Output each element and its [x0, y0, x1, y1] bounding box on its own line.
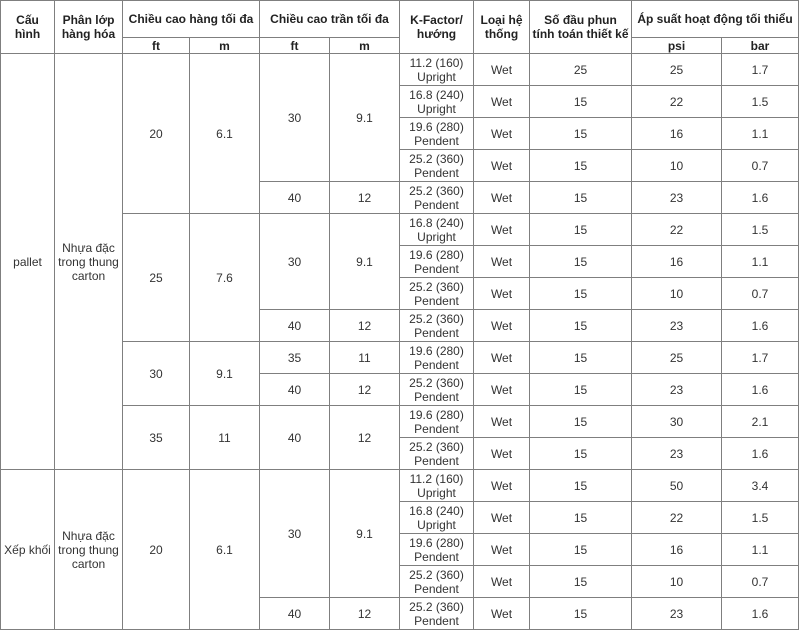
psi-cell: 10 [632, 150, 722, 182]
kfactor-value: 16.8 (240) [409, 503, 464, 518]
system-cell: Wet [474, 150, 530, 182]
psi-cell: 22 [632, 214, 722, 246]
bar-cell: 1.7 [722, 342, 799, 374]
bar-cell: 1.5 [722, 214, 799, 246]
heads-cell: 15 [530, 214, 632, 246]
system-cell: Wet [474, 54, 530, 86]
bar-cell: 1.6 [722, 598, 799, 630]
system-cell: Wet [474, 118, 530, 150]
bar-cell: 0.7 [722, 566, 799, 598]
kfactor-value: 25.2 (360) [409, 567, 464, 582]
header-heads: Số đầu phun tính toán thiết kế [530, 1, 632, 54]
kfactor-value: 16.8 (240) [409, 215, 464, 230]
kfactor-value: 19.6 (280) [409, 247, 464, 262]
header-kfactor: K-Factor/ hướng [400, 1, 474, 54]
psi-cell: 16 [632, 118, 722, 150]
psi-cell: 23 [632, 374, 722, 406]
kfactor-direction: Upright [417, 101, 456, 116]
ceiling-m-cell: 9.1 [330, 54, 400, 182]
heads-cell: 25 [530, 54, 632, 86]
bar-cell: 1.6 [722, 374, 799, 406]
heads-cell: 15 [530, 118, 632, 150]
heads-cell: 15 [530, 374, 632, 406]
system-cell: Wet [474, 246, 530, 278]
bar-cell: 1.6 [722, 182, 799, 214]
ceiling-ft-cell: 40 [260, 406, 330, 470]
ceiling-m-cell: 12 [330, 182, 400, 214]
commodity-cell: Nhựa đặc trong thung carton [55, 54, 123, 470]
ceiling-m-cell: 9.1 [330, 470, 400, 598]
bar-cell: 1.1 [722, 118, 799, 150]
kfactor-direction: Upright [417, 485, 456, 500]
ceiling-ft-cell: 30 [260, 470, 330, 598]
header-system: Loại hệ thống [474, 1, 530, 54]
kfactor-direction: Pendent [414, 549, 459, 564]
heads-cell: 15 [530, 502, 632, 534]
bar-cell: 0.7 [722, 278, 799, 310]
storage-m-cell: 11 [190, 406, 260, 470]
kfactor-value: 19.6 (280) [409, 535, 464, 550]
psi-cell: 22 [632, 502, 722, 534]
system-cell: Wet [474, 534, 530, 566]
kfactor-value: 19.6 (280) [409, 407, 464, 422]
system-cell: Wet [474, 374, 530, 406]
kfactor-direction: Pendent [414, 453, 459, 468]
ceiling-ft-cell: 40 [260, 598, 330, 630]
psi-cell: 10 [632, 278, 722, 310]
kfactor-value: 25.2 (360) [409, 183, 464, 198]
storage-m-cell: 6.1 [190, 54, 260, 214]
header-pressure: Áp suất hoạt động tối thiểu [632, 1, 799, 38]
storage-m-cell: 7.6 [190, 214, 260, 342]
kfactor-value: 25.2 (360) [409, 151, 464, 166]
header-ceiling-m: m [330, 38, 400, 54]
heads-cell: 15 [530, 150, 632, 182]
bar-cell: 0.7 [722, 150, 799, 182]
psi-cell: 50 [632, 470, 722, 502]
bar-cell: 1.5 [722, 502, 799, 534]
kfactor-cell [400, 278, 474, 310]
heads-cell: 15 [530, 566, 632, 598]
kfactor-value: 25.2 (360) [409, 375, 464, 390]
kfactor-cell [400, 86, 474, 118]
kfactor-cell [400, 118, 474, 150]
heads-cell: 15 [530, 598, 632, 630]
psi-cell: 25 [632, 342, 722, 374]
kfactor-direction: Pendent [414, 165, 459, 180]
psi-cell: 23 [632, 310, 722, 342]
kfactor-cell [400, 246, 474, 278]
ceiling-ft-cell: 40 [260, 310, 330, 342]
psi-cell: 25 [632, 54, 722, 86]
header-storage-ft: ft [123, 38, 190, 54]
bar-cell: 1.1 [722, 534, 799, 566]
config-cell: pallet [1, 54, 55, 470]
psi-cell: 23 [632, 182, 722, 214]
kfactor-value: 25.2 (360) [409, 311, 464, 326]
psi-cell: 30 [632, 406, 722, 438]
kfactor-cell [400, 54, 474, 86]
psi-cell: 10 [632, 566, 722, 598]
kfactor-direction: Pendent [414, 581, 459, 596]
header-pressure-psi: psi [632, 38, 722, 54]
storage-ft-cell: 25 [123, 214, 190, 342]
system-cell: Wet [474, 566, 530, 598]
kfactor-direction: Pendent [414, 421, 459, 436]
ceiling-ft-cell: 40 [260, 374, 330, 406]
kfactor-cell [400, 150, 474, 182]
storage-ft-cell: 20 [123, 54, 190, 214]
header-pressure-bar: bar [722, 38, 799, 54]
kfactor-direction: Pendent [414, 357, 459, 372]
heads-cell: 15 [530, 470, 632, 502]
config-cell: Xếp khối [1, 470, 55, 630]
psi-cell: 16 [632, 246, 722, 278]
kfactor-cell [400, 566, 474, 598]
ceiling-ft-cell: 40 [260, 182, 330, 214]
header-config: Cấu hình [1, 1, 55, 54]
ceiling-ft-cell: 30 [260, 54, 330, 182]
kfactor-direction: Pendent [414, 389, 459, 404]
heads-cell: 15 [530, 278, 632, 310]
header-storage-height: Chiều cao hàng tối đa [123, 1, 260, 38]
header-commodity: Phân lớp hàng hóa [55, 1, 123, 54]
storage-ft-cell: 30 [123, 342, 190, 406]
ceiling-m-cell: 12 [330, 310, 400, 342]
system-cell: Wet [474, 310, 530, 342]
bar-cell: 3.4 [722, 470, 799, 502]
kfactor-direction: Upright [417, 517, 456, 532]
kfactor-direction: Pendent [414, 613, 459, 628]
psi-cell: 23 [632, 438, 722, 470]
kfactor-cell [400, 470, 474, 502]
bar-cell: 1.7 [722, 54, 799, 86]
kfactor-value: 19.6 (280) [409, 119, 464, 134]
kfactor-cell [400, 438, 474, 470]
kfactor-value: 11.2 (160) [409, 55, 464, 70]
kfactor-cell [400, 182, 474, 214]
header-storage-m: m [190, 38, 260, 54]
header-ceiling-ft: ft [260, 38, 330, 54]
kfactor-direction: Upright [417, 229, 456, 244]
kfactor-cell [400, 502, 474, 534]
kfactor-cell [400, 406, 474, 438]
table-row [1, 470, 799, 502]
kfactor-value: 11.2 (160) [409, 471, 464, 486]
kfactor-cell [400, 598, 474, 630]
storage-ft-cell: 35 [123, 406, 190, 470]
kfactor-value: 25.2 (360) [409, 439, 464, 454]
storage-m-cell: 6.1 [190, 470, 260, 630]
bar-cell: 1.6 [722, 438, 799, 470]
system-cell: Wet [474, 182, 530, 214]
heads-cell: 15 [530, 406, 632, 438]
bar-cell: 1.1 [722, 246, 799, 278]
psi-cell: 16 [632, 534, 722, 566]
kfactor-direction: Pendent [414, 261, 459, 276]
kfactor-cell [400, 534, 474, 566]
commodity-cell: Nhựa đặc trong thung carton [55, 470, 123, 630]
heads-cell: 15 [530, 246, 632, 278]
kfactor-direction: Pendent [414, 197, 459, 212]
kfactor-value: 25.2 (360) [409, 279, 464, 294]
system-cell: Wet [474, 598, 530, 630]
system-cell: Wet [474, 278, 530, 310]
ceiling-m-cell: 11 [330, 342, 400, 374]
ceiling-m-cell: 9.1 [330, 214, 400, 310]
storage-m-cell: 9.1 [190, 342, 260, 406]
ceiling-ft-cell: 30 [260, 214, 330, 310]
kfactor-direction: Upright [417, 69, 456, 84]
bar-cell: 2.1 [722, 406, 799, 438]
system-cell: Wet [474, 502, 530, 534]
psi-cell: 22 [632, 86, 722, 118]
ceiling-m-cell: 12 [330, 406, 400, 470]
psi-cell: 23 [632, 598, 722, 630]
kfactor-cell [400, 310, 474, 342]
kfactor-cell [400, 374, 474, 406]
table-row [1, 54, 799, 86]
kfactor-cell [400, 214, 474, 246]
header-ceiling-height: Chiều cao trần tối đa [260, 1, 400, 38]
kfactor-value: 19.6 (280) [409, 343, 464, 358]
heads-cell: 15 [530, 310, 632, 342]
kfactor-direction: Pendent [414, 293, 459, 308]
kfactor-value: 25.2 (360) [409, 599, 464, 614]
bar-cell: 1.5 [722, 86, 799, 118]
storage-ft-cell: 20 [123, 470, 190, 630]
heads-cell: 15 [530, 438, 632, 470]
system-cell: Wet [474, 406, 530, 438]
kfactor-cell [400, 342, 474, 374]
kfactor-direction: Pendent [414, 133, 459, 148]
system-cell: Wet [474, 214, 530, 246]
system-cell: Wet [474, 342, 530, 374]
ceiling-ft-cell: 35 [260, 342, 330, 374]
system-cell: Wet [474, 470, 530, 502]
bar-cell: 1.6 [722, 310, 799, 342]
kfactor-value: 16.8 (240) [409, 87, 464, 102]
heads-cell: 15 [530, 182, 632, 214]
ceiling-m-cell: 12 [330, 598, 400, 630]
heads-cell: 15 [530, 534, 632, 566]
heads-cell: 15 [530, 86, 632, 118]
system-cell: Wet [474, 438, 530, 470]
heads-cell: 15 [530, 342, 632, 374]
kfactor-direction: Pendent [414, 325, 459, 340]
ceiling-m-cell: 12 [330, 374, 400, 406]
system-cell: Wet [474, 86, 530, 118]
